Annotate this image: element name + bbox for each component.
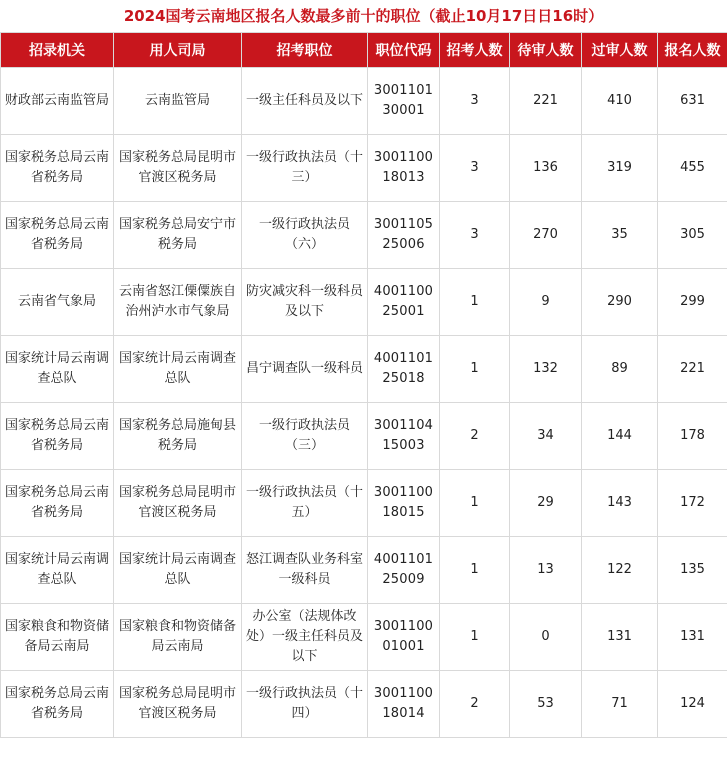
position-code-cell: 300110415003 (368, 403, 440, 470)
col-applicant-count-header: 报名人数 (658, 33, 727, 68)
approved-count-cell: 319 (582, 135, 658, 202)
pending-count-cell: 13 (510, 537, 582, 604)
recruiting-agency-cell: 国家税务总局云南省税务局 (1, 202, 114, 269)
approved-count-cell: 410 (582, 68, 658, 135)
position-code-cell: 300110130001 (368, 68, 440, 135)
table-body (1, 68, 727, 738)
position-code-cell: 400110025001 (368, 269, 440, 336)
position-cell: 一级行政执法员（十四） (242, 671, 368, 738)
recruiting-agency-cell: 国家统计局云南调查总队 (1, 537, 114, 604)
col-employing-bureau-header: 用人司局 (114, 33, 242, 68)
approved-count-cell: 122 (582, 537, 658, 604)
position-cell: 一级主任科员及以下 (242, 68, 368, 135)
recruit-count-cell: 3 (440, 202, 510, 269)
table-row (1, 671, 727, 738)
applicant-count-cell: 221 (658, 336, 727, 403)
applicant-count-cell: 631 (658, 68, 727, 135)
employing-bureau-cell: 云南监管局 (114, 68, 242, 135)
employing-bureau-cell: 云南省怒江傈僳族自治州泸水市气象局 (114, 269, 242, 336)
applicant-count-cell: 299 (658, 269, 727, 336)
approved-count-cell: 89 (582, 336, 658, 403)
recruiting-agency-cell: 国家税务总局云南省税务局 (1, 470, 114, 537)
recruiting-agency-cell: 财政部云南监管局 (1, 68, 114, 135)
position-code-cell: 300110525006 (368, 202, 440, 269)
table-row (1, 202, 727, 269)
recruiting-agency-cell: 国家税务总局云南省税务局 (1, 671, 114, 738)
table-row (1, 269, 727, 336)
employing-bureau-cell: 国家税务总局昆明市官渡区税务局 (114, 671, 242, 738)
table-row (1, 135, 727, 202)
recruit-count-cell: 1 (440, 269, 510, 336)
pending-count-cell: 270 (510, 202, 582, 269)
employing-bureau-cell: 国家税务总局昆明市官渡区税务局 (114, 470, 242, 537)
employing-bureau-cell: 国家粮食和物资储备局云南局 (114, 604, 242, 671)
position-code-cell: 300110001001 (368, 604, 440, 671)
employing-bureau-cell: 国家税务总局安宁市税务局 (114, 202, 242, 269)
recruiting-agency-cell: 国家税务总局云南省税务局 (1, 135, 114, 202)
applicant-count-cell: 305 (658, 202, 727, 269)
col-recruiting-agency-header: 招录机关 (1, 33, 114, 68)
table-row (1, 403, 727, 470)
col-pending-count-header: 待审人数 (510, 33, 582, 68)
pending-count-cell: 53 (510, 671, 582, 738)
table-row (1, 470, 727, 537)
table-row (1, 68, 727, 135)
applicant-count-cell: 172 (658, 470, 727, 537)
position-cell: 一级行政执法员（三） (242, 403, 368, 470)
applicant-count-cell: 455 (658, 135, 727, 202)
pending-count-cell: 0 (510, 604, 582, 671)
pending-count-cell: 29 (510, 470, 582, 537)
position-code-cell: 400110125018 (368, 336, 440, 403)
recruit-count-cell: 1 (440, 336, 510, 403)
position-code-cell: 300110018014 (368, 671, 440, 738)
page-title: 2024国考云南地区报名人数最多前十的职位（截止10月17日日16时） (123, 7, 604, 25)
recruit-count-cell: 1 (440, 470, 510, 537)
position-cell: 怒江调查队业务科室一级科员 (242, 537, 368, 604)
header-row (1, 33, 727, 68)
employing-bureau-cell: 国家税务总局昆明市官渡区税务局 (114, 135, 242, 202)
table-row (1, 604, 727, 671)
position-cell: 一级行政执法员（十五） (242, 470, 368, 537)
recruiting-agency-cell: 云南省气象局 (1, 269, 114, 336)
employing-bureau-cell: 国家税务总局施甸县税务局 (114, 403, 242, 470)
col-position-code-header: 职位代码 (368, 33, 440, 68)
pending-count-cell: 221 (510, 68, 582, 135)
pending-count-cell: 9 (510, 269, 582, 336)
recruit-count-cell: 1 (440, 537, 510, 604)
recruiting-agency-cell: 国家税务总局云南省税务局 (1, 403, 114, 470)
col-recruit-count-header: 招考人数 (440, 33, 510, 68)
position-cell: 昌宁调查队一级科员 (242, 336, 368, 403)
approved-count-cell: 143 (582, 470, 658, 537)
approved-count-cell: 290 (582, 269, 658, 336)
applicant-count-cell: 135 (658, 537, 727, 604)
pending-count-cell: 132 (510, 336, 582, 403)
recruit-count-cell: 2 (440, 671, 510, 738)
pending-count-cell: 136 (510, 135, 582, 202)
col-position-header: 招考职位 (242, 33, 368, 68)
positions-table (0, 32, 727, 738)
approved-count-cell: 35 (582, 202, 658, 269)
col-approved-count-header: 过审人数 (582, 33, 658, 68)
applicant-count-cell: 131 (658, 604, 727, 671)
employing-bureau-cell: 国家统计局云南调查总队 (114, 336, 242, 403)
position-code-cell: 400110125009 (368, 537, 440, 604)
table-row (1, 336, 727, 403)
position-code-cell: 300110018013 (368, 135, 440, 202)
recruit-count-cell: 1 (440, 604, 510, 671)
recruit-count-cell: 3 (440, 68, 510, 135)
position-cell: 一级行政执法员（六） (242, 202, 368, 269)
employing-bureau-cell: 国家统计局云南调查总队 (114, 537, 242, 604)
approved-count-cell: 71 (582, 671, 658, 738)
approved-count-cell: 144 (582, 403, 658, 470)
recruit-count-cell: 2 (440, 403, 510, 470)
applicant-count-cell: 124 (658, 671, 727, 738)
recruiting-agency-cell: 国家粮食和物资储备局云南局 (1, 604, 114, 671)
recruit-count-cell: 3 (440, 135, 510, 202)
table-row (1, 537, 727, 604)
applicant-count-cell: 178 (658, 403, 727, 470)
pending-count-cell: 34 (510, 403, 582, 470)
position-code-cell: 300110018015 (368, 470, 440, 537)
position-cell: 办公室（法规体改处）一级主任科员及以下 (242, 604, 368, 671)
position-cell: 一级行政执法员（十三） (242, 135, 368, 202)
position-cell: 防灾减灾科一级科员及以下 (242, 269, 368, 336)
approved-count-cell: 131 (582, 604, 658, 671)
recruiting-agency-cell: 国家统计局云南调查总队 (1, 336, 114, 403)
